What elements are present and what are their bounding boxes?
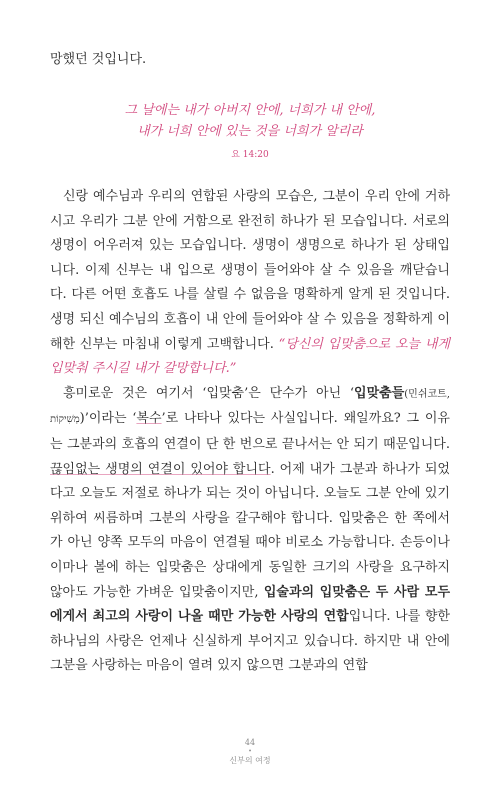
- paragraph-1-text: 신랑 예수님과 우리의 연합된 사랑의 모습은, 그분이 우리 안에 거하시고 우리가 그분 안에 거함으로 완전히 하나가 된 모습입니다. 서로의 생명이 어우러져 있는 모습입니다. 생명이 생명으로 하나가 된 상태입니다. 이제 신부는 내 입으로 생명이 들어와야 살 수 있음을 깨닫습니다. 다른 어떤 호흡도 나를 살릴 수 없음을 명확하게 알게 된 것입니다. 생명 되신 예수님의 호흡이 내 안에 들어와야 살 수 있음을 정확하게 이해한 신부는 마침내 이렇게 고백합니다.: [50, 189, 450, 352]
- p2-text-5: 입니다. 나를 향한 하나님의 사랑은 언제나 신실하게 부어지고 있습니다. 하지만 내 안에 그분을 사랑하는 마음이 열려 있지 않으면 그분과의 연합: [50, 609, 450, 674]
- scripture-quote: [40, 100, 460, 162]
- p2-transliteration: (민쉬코트,: [404, 388, 450, 400]
- p2-underline-plural: 복수: [136, 411, 162, 427]
- p2-text-2: )’이라는 ‘: [79, 411, 137, 427]
- p2-hebrew-word: מְשִׁיקוֹת: [50, 414, 80, 426]
- paragraph-1: [50, 185, 450, 382]
- p2-text-3: ’로 나타나 있다는 사실입니다. 왜일까요? 그 이유는 그분과의 호흡의 연결이 단 한 번으로 끝나서는 안 되기 때문입니다.: [50, 411, 450, 452]
- p2-underline-connection: 끊임없는 생명의 연결이 있어야 합니다: [50, 461, 271, 477]
- p2-bold-union: 입술과의 입맞춤은 두 사람 모두에게서 최고의 사랑이 나올 때만 가능한 사랑의 연합: [50, 584, 450, 625]
- footer-separator-dot: •: [248, 748, 252, 755]
- quote-line-2: 내가 너희 안에 있는 것을 너희가 알리라: [137, 124, 363, 139]
- paragraph-2: [50, 382, 450, 679]
- opening-line: 망했던 것입니다.: [50, 52, 147, 67]
- book-title: 신부의 여정: [229, 756, 271, 765]
- p2-text-4: . 어제 내가 그분과 하나가 되었다고 오늘도 저절로 하나가 되는 것이 아닙니다. 오늘도 그분 안에 있기 위하여 씨름하며 그분의 사랑을 갈구해야 합니다. 입맞춤은 한 쪽에서가 아닌 양쪽 모두의 마음이 연결될 때야 비로소 가능합니다. 손등이나 이마나 볼에 하는 입맞춤은 상대에게 동일한 크기의 사랑을 요구하지 않아도 가능한 가벼운 입맞춤이지만,: [50, 461, 450, 600]
- body-text: [50, 185, 450, 679]
- p2-text-1: 흥미로운 것은 여기서 ‘입맞춤’은 단수가 아닌 ‘: [63, 385, 355, 401]
- bride-confession-quote: “당신의 입맞춤으로 오늘 내게 입맞춰 주시길 내가 갈망합니다.”: [50, 336, 450, 377]
- page-number: 44: [244, 738, 256, 747]
- quote-line-1: 그 날에는 내가 아버지 안에, 너희가 내 안에,: [124, 103, 376, 118]
- p2-bold-kisses: 입맞춤들: [354, 385, 405, 401]
- quote-reference: 요 14:20: [231, 150, 269, 160]
